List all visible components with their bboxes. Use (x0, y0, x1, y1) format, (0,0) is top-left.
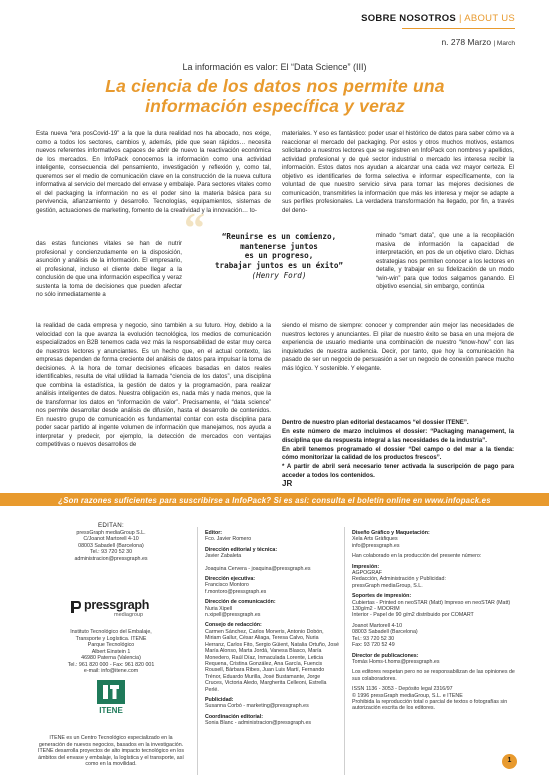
imprint-block (205, 697, 339, 710)
imprint-line: © 1996 pressGraph mediaGroup, S.L. e ITENE (352, 692, 463, 699)
imprint-publishers (36, 523, 186, 562)
imprint-line: Joanot Martorell 4-10 (352, 622, 403, 629)
pressgraph-mark-icon (70, 600, 82, 614)
quote-line-1: “Reunirse es un comienzo, (221, 232, 337, 241)
itene-line: Parque Tecnológico (87, 642, 135, 648)
itene-logo-mark-icon (97, 680, 125, 704)
imprint-line: n.xipell@pressgraph.es (205, 612, 261, 619)
imprint-line: Redacción, Administración y Publicidad: (352, 576, 446, 583)
imprint-block (205, 714, 339, 727)
imprint-block (352, 564, 517, 590)
body-column-right-bottom (282, 322, 514, 373)
imprint-divider (197, 527, 198, 775)
imprint-block (205, 599, 339, 618)
imprint-staff (205, 530, 339, 731)
pg-address (36, 530, 186, 563)
pg-line: C/Joanot Martorell 4-10 (83, 536, 139, 542)
itene-line: Instituto Tecnológico del Embalaje, (70, 629, 152, 635)
body-left-bottom: la realidad de cada empresa y negocio, sino también a su futuro. Hoy, debido a la velocidad con la que avanza la evolución tecnológica, los medios de comunicación especializados en B2B tenemos cada vez más la responsabilidad de estar muy cerca de nuestros lectores y anunciantes. Es un hecho que, en el actual contexto, las empresas dependen de forma creciente del análisis de datos para impulsar la toma de decisiones. A la hora de tomar decisiones eficaces basadas en datos reales identificables, resulta de vital utilidad la llamada “ciencia de los datos”, una disciplina que combina la estadística, la gestión de datos y la programación, para realizar análisis inteligentes de datos. Nuestra obligación es, nada más y nada menos, que la de transformar los datos en “información de valor”. Precisamente, el “data science” nos permite desarrollar desde análisis de difusión, hasta el desarrollo de contenidos. En nuestro grupo de comunicación es fundamental contar con esta disciplina para poder sacar partido al ingente volumen de información que manejamos, nos ayuda a interpretar y predecir, por ejemplo, la detección de mercados con ventajas competitivas o nuevos desarrollos de (36, 322, 271, 448)
imprint-heading: Publicidad: (205, 696, 234, 703)
imprint-line: Francisco Montoro (205, 582, 249, 589)
imprint-line: f.montoro@pressgraph.es (205, 588, 267, 595)
imprint-line: Prohibida la reproducción total o parcial de textos o fotografías sin autorización escrita de los editores. (352, 698, 508, 712)
author-signature: JR (282, 479, 293, 488)
imprint-block (352, 553, 517, 559)
pg-line: Tel.: 93 720 52 30 (89, 549, 133, 555)
imprint-heading: Consejo de redacción: (205, 622, 262, 629)
itene-email[interactable]: e-mail: info@itene.com (83, 668, 139, 674)
imprint-heading: Dirección de comunicación: (205, 599, 276, 606)
imprint-line: AGPOGRAF (352, 570, 383, 577)
body-right-bottom: siendo el mismo de siempre: conocer y comprender aún mejor las necesidades de nuestros lectores y anunciantes. El pilar de nuestro éxito se basa en una mejora de experiencia de usuario mediante una combinación de nuestro “know-how” con las inquietudes de nuestra audiencia. Decir, por tanto, que hoy la comunicación ha pasado de ser un negocio de persuasión a ser un negocio de conexión parece mucho más lógico. Y sostenible. Y elegante. (282, 322, 514, 372)
itene-line: Transporte y Logística. ITENE (75, 635, 147, 642)
itene-line: Tel.: 961 820 000 - Fax: 961 820 001 (67, 661, 155, 668)
body-column-left (36, 130, 271, 215)
header-rule (402, 28, 515, 29)
itene-symbol-icon (97, 680, 125, 704)
itene-logo-word: ITENE (99, 706, 123, 715)
imprint-line: Han colaborado en la producción del presente número: (352, 553, 482, 560)
headline-line-1: La ciencia de los datos nos permite una (105, 76, 445, 96)
imprint-line: ISSN 1136 - 3053 - Depósito legal 2316/97 (352, 686, 453, 693)
article-kicker: La información es valor: El “Data Science” (III) (182, 62, 367, 72)
section-label-es: SOBRE NOSOTROS (361, 13, 457, 24)
imprint-line: Nuria Xipell (205, 605, 233, 612)
body-right-wrap (376, 232, 514, 292)
imprint-block (352, 686, 517, 712)
itene-address (36, 629, 186, 675)
dossier-line-1: Dentro de nuestro plan editorial destacamos “el dossier ITENE”. (282, 419, 469, 426)
body-left-wrap (36, 240, 182, 300)
pg-email[interactable]: administracion@pressgraph.es (74, 555, 148, 562)
imprint-heading: Dirección ejecutiva: (205, 576, 256, 583)
dossier-line-4: * A partir de abril será necesario tener activada la suscripción de pago para acceder a todos los contenidos. (282, 463, 514, 479)
dossier-line-3: En abril tenemos programado el dossier “Del campo o del mar a la tienda: cómo monitorizar la calidad de los productos frescos”. (282, 445, 514, 462)
imprint-line: Sonia Blanc - administracion@pressgraph.es (205, 720, 312, 727)
pull-quote (184, 228, 374, 298)
imprint-heading: Editor: (205, 530, 223, 536)
imprint-line: Fco. Javier Romero (205, 536, 252, 543)
issue-month-en: | March (493, 40, 515, 47)
itene-description: ITENE es un Centro Tecnológico especializado en la generación de nuevos negocios, basados en la investigación. ITENE desarrolla proyectos de alto impacto tecnológico en los ámbitos del envase y embalaje, la logística y el transporte, así como en la movilidad. (37, 735, 185, 767)
imprint-heading: Soportes de impresión: (352, 593, 412, 600)
imprint-block (352, 653, 517, 666)
subscription-banner-text[interactable]: ¿Son razones suficientes para suscribirse a InfoPack? Si es así: consulta el boletín online en www.infopack.es (58, 495, 491, 505)
imprint-block (352, 530, 517, 549)
quote-author: (Henry Ford) (251, 271, 307, 280)
pressgraph-logo-word: pressgraph (84, 598, 150, 612)
imprint-line: Joaquina Cervera - joaquina@pressgraph.es (205, 565, 311, 572)
section-label (361, 13, 515, 24)
imprint-label: EDITAN: (97, 522, 125, 529)
imprint-block (205, 530, 339, 543)
imprint-heading: Director de publicaciones: (352, 652, 419, 659)
dossier-line-2: En este número de marzo incluimos el dossier: “Packaging management, la disciplina que da respuesta integral a las necesidades de la industria”. (282, 428, 514, 444)
body-right-top: materiales. Y eso es fantástico: poder usar el histórico de datos para saber cómo va a reaccionar el mercado del packaging. Por estos y otros muchos motivos, estamos solicitando a nuestros lectores que se registren en InfoPack con nombres y apellidos, actividad profesional y de qué sector industrial o mercado les interesa recibir la información. Estos datos nos ayudan a alcanzar una cada vez mayor certeza. El objetivo es identificarles de forma selectiva e informar específicamente, con la voluntad de que nuestro servicio sirva para tomar las mejores decisiones de comunicación, transmitirles la información que más les interesa y mejor se adapte a sus perfiles profesionales. La verdadera transformación ha llegado, por fin, a través del deno- (282, 130, 514, 214)
imprint-line: Tomás Homs-t.homs@pressgraph.es (352, 658, 440, 665)
quote-line-3: es un progreso, (244, 251, 314, 260)
imprint-line: Tel.: 93 720 52 30 (352, 635, 395, 642)
body-column-left-bottom (36, 322, 271, 450)
article-headline (36, 76, 514, 116)
body-left-wrap-text: das estas funciones vitales se han de nutrir profesional y concienzudamente en la disposición, asunción y análisis de la información. El empresario, el profesional, incluso el cliente debe llegar a la conclusión de que una información específica y veraz sustenta la toma de decisiones que pueden afectar no sólo inmediatamente a (36, 240, 182, 298)
imprint-line: Carmen Sánchez, Carlos Moneris, Antonio Dobón, Miriam Gallur, César Aliaga, Teresa Calvo, Nuria Herranz, Carlos Fito, Sergio Güient, Natalia Ortuño, José María Alonso, Marta Jordá, Vanesa Blasco, María Monedero, Raúl Díaz, Inmaculada Lorente, Leticia Requena, Cristina González, Ana García, Fuencis Rousell, Bárbara Ribes, Juan Luis Martí, Fernando Trénor, Eduardo Murilla, José Bustamante, Jorge Cruces, Victoria Aledo, Margherita Celleoni, Estrella Perlé. (205, 628, 339, 693)
imprint-divider (344, 527, 345, 775)
imprint-heading: Diseño Gráfico y Maquetación: (352, 530, 430, 536)
quote-line-4: trabajar juntos es un éxito” (214, 260, 343, 270)
pressgraph-logo (70, 598, 152, 620)
headline-line-2: información específica y veraz (145, 96, 405, 116)
pg-line: pressGraph mediaGroup S.L. (76, 529, 146, 536)
imprint-line: Los editores respetan pero no se responsabilizan de las opiniones de sus colaboradores. (352, 669, 515, 682)
imprint-heading: Coordinación editorial: (205, 713, 263, 720)
imprint-line: Cubiertas - Printed on neoSTAR (Matt) Impreso en neoSTAR (Matt) 130g/m2 - MOORIM (352, 599, 511, 613)
imprint-block (205, 547, 339, 572)
itene-line: Albert Einstein 1 (91, 648, 131, 655)
quote-text (184, 228, 374, 270)
quote-line-2: mantenerse juntos (240, 241, 318, 251)
imprint-block (205, 622, 339, 692)
issue-es: n. 278 Marzo (441, 37, 492, 47)
imprint-line: Xela Arts Gràfiques (352, 536, 398, 543)
imprint-line: Javier Zabaleta (205, 553, 242, 560)
issue-number (441, 37, 515, 47)
imprint-block (352, 669, 517, 682)
body-column-right (282, 130, 514, 215)
imprint-block (352, 593, 517, 619)
dossier-box (282, 419, 514, 481)
imprint-block (352, 623, 517, 649)
pressgraph-logo-sub: mediagroup (114, 612, 144, 618)
imprint-heading: Impresión: (352, 563, 380, 570)
imprint-line: Fax: 93 720 52 49 (352, 642, 395, 649)
imprint-line: 08003 Sabadell (Barcelona) (352, 629, 418, 636)
imprint-block (205, 576, 339, 595)
itene-line: 46980 Paterna (Valencia) (81, 655, 141, 661)
imprint-line: Susanna Corbó - marketing@pressgraph.es (205, 703, 309, 710)
imprint-heading: Dirección editorial y técnica: (205, 546, 278, 553)
body-right-wrap-text: minado “smart data”, que une a la recopilación masiva de información la capacidad de interpretación, en pos de un objetivo claro. Dichas estrategias nos permiten conocer a los lectores en detalle, y trabajar en su fidelización de un modo “win-win” para que todos salgamos ganando. El objetivo esencial, sin embargo, continúa (376, 232, 514, 290)
imprint-line: pressGraph mediaGroup, S.L. (352, 582, 423, 589)
page-number: 1 (507, 757, 512, 764)
imprint-production (352, 530, 517, 716)
imprint-line: info@pressgraph.es (352, 542, 400, 549)
pg-line: 08003 Sabadell (Barcelona) (78, 542, 144, 549)
body-left-top: Esta nueva “era posCovid-19” a la que la dura realidad nos ha abocado, nos exige, como a todos los sectores, cambios y, además, pide que sean rápidos… necesita nuevos referentes informativos capaces de abrir de nuevo la reactivación económica de los mercados. En InfoPack conocemos la información como una actividad inteligente, consecuencia del pensamiento, investigación y reflexión y, como tal, queremos ser el medio de comunicación clave en la construcción de la nueva cultura informativa al servicio del mercado del envase y embalaje. Para sectores vitales como el del packaging la información no es el poder sino la materia básica para su pervivencia, afianzamiento y desarrollo. Tecnologías, equipamientos, sistemas de gestión, actuaciones de marketing, fomento de la creatividad y la innovación… to- (36, 130, 271, 214)
section-label-en: ABOUT US (464, 13, 515, 24)
imprint-line: Interior - Papel de 90 g/m2 distribuido por COMART (352, 612, 474, 619)
section-label-separator: | (456, 13, 465, 24)
